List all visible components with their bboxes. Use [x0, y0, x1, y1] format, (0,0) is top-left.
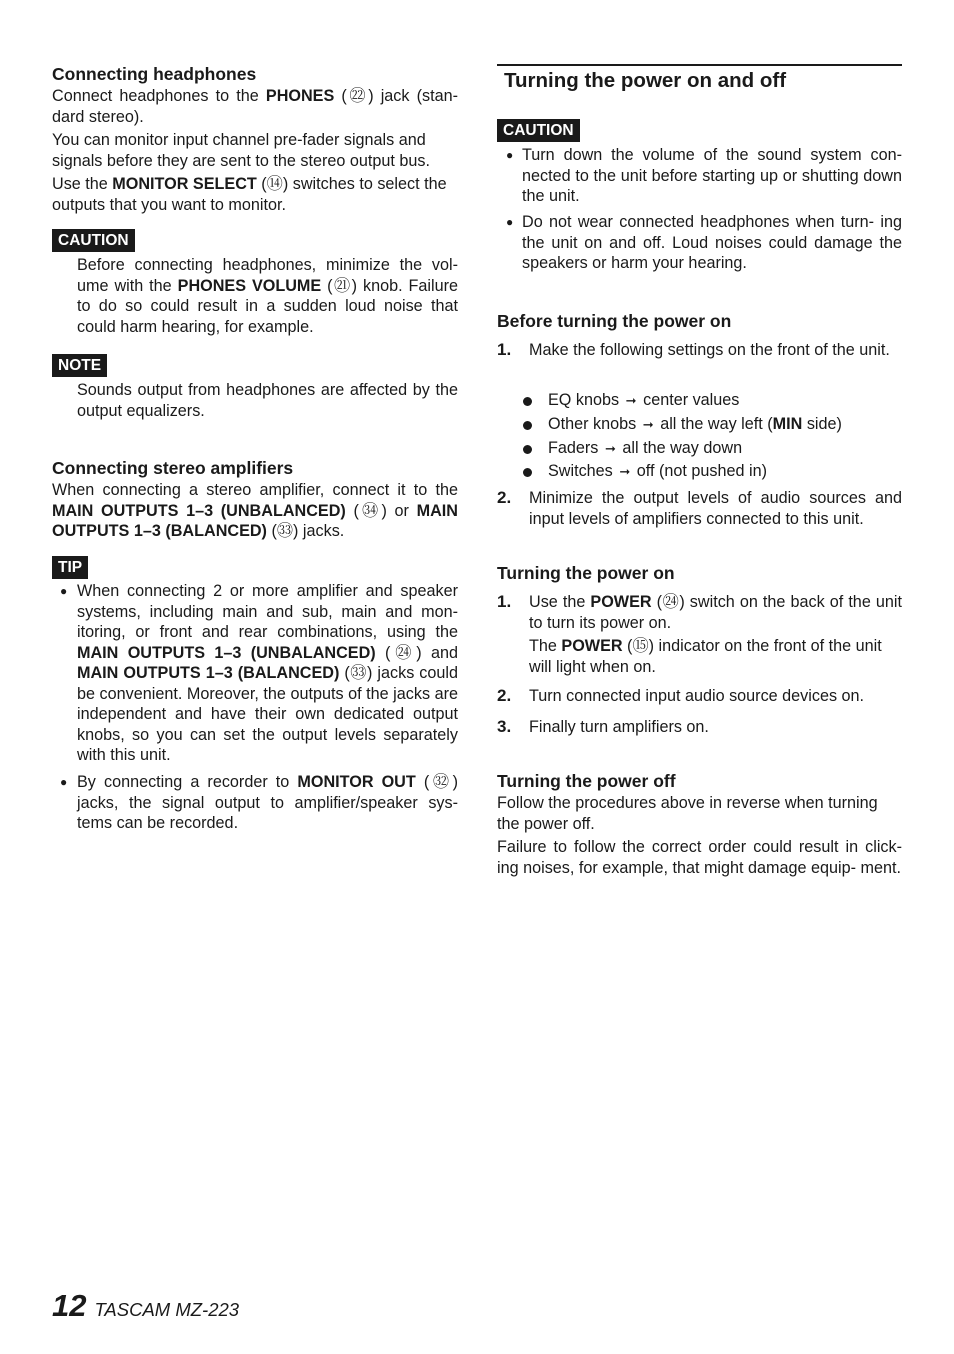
- bullet-dot: ●: [60, 584, 68, 598]
- setting-value: center values: [643, 391, 740, 409]
- power-on-step-3: Finally turn amplifiers on.: [529, 718, 709, 736]
- step-number: 3.: [497, 717, 512, 736]
- bold-term-main-outputs-balanced: MAIN OUTPUTS 1–3 (BALANCED): [52, 501, 458, 540]
- step-number: 2.: [497, 488, 512, 507]
- text-run: When connecting 2 or more amplifier and speaker systems, including main and sub, main and mon- itoring, or front and rear combinations, using the: [77, 582, 458, 641]
- bullet-dot: ●: [506, 215, 514, 229]
- headphones-paragraph-3: [52, 174, 458, 215]
- bullet-dot: [523, 468, 532, 477]
- before-step-2: Minimize the output levels of audio sources and input levels of amplifiers connected to this unit.: [529, 489, 902, 528]
- power-off-paragraph-1: Follow the procedures above in reverse when turning the power off.: [497, 794, 878, 833]
- bullet-dot: [523, 445, 532, 454]
- text-run: (⑮) indicator on the front of the unit will light when on.: [529, 637, 882, 676]
- headphones-paragraph-2: You can monitor input channel pre-fader signals and signals before they are sent to the stereo output bus.: [52, 131, 430, 170]
- setting-faders: [548, 438, 742, 460]
- setting-value: off (not pushed in): [636, 462, 767, 480]
- power-off-paragraph-2: Failure to follow the correct order could result in click- ing noises, for example, that might damage equip- ment.: [497, 838, 902, 877]
- amplifiers-paragraph-1: [52, 480, 458, 542]
- text-run: (㉝) jacks could be convenient. Moreover, the outputs of the jacks are independent and have their own dedicated output knobs, so you can set the output levels separately with this unit.: [77, 664, 459, 764]
- arrow-right-icon: ➞: [619, 464, 631, 479]
- bold-term-main-outputs-unbalanced: MAIN OUTPUTS 1–3 (UNBALANCED): [77, 643, 376, 662]
- note-badge: NOTE: [52, 354, 107, 377]
- tip-item-2: [77, 772, 458, 834]
- power-caution-item-1: Turn down the volume of the sound system con- nected to the unit before starting up or shutting down the unit.: [522, 146, 902, 205]
- section-title-connecting-stereo-amplifiers: Connecting stereo amplifiers: [52, 458, 294, 478]
- arrow-right-icon: ➞: [604, 441, 616, 456]
- bullet-dot: [523, 421, 532, 430]
- text-run: (㉞) or: [345, 501, 417, 520]
- setting-eq-knobs: [548, 390, 739, 412]
- text-run: Use the: [52, 175, 113, 193]
- arrow-right-icon: ➞: [625, 393, 637, 408]
- setting-item: EQ knobs: [548, 391, 620, 409]
- bold-term-main-outputs-balanced: MAIN OUTPUTS 1–3 (BALANCED): [77, 664, 340, 682]
- setting-value: all the way down: [622, 439, 743, 457]
- bold-term-power: POWER: [590, 593, 652, 611]
- text-run: (㉔) and: [375, 643, 458, 662]
- section-title-power-on-off: Turning the power on and off: [504, 69, 787, 92]
- page-number: 12: [52, 1288, 87, 1323]
- setting-other-knobs: [548, 414, 842, 436]
- text-run: (㉝) jacks.: [266, 522, 345, 540]
- bold-term-monitor-select: MONITOR SELECT: [112, 175, 257, 193]
- text-run: (㉔) switch on the back of the unit to turn its power on.: [529, 593, 902, 632]
- setting-item: Other knobs: [548, 415, 637, 433]
- text-run: (㉒) jack (stan- dard stereo).: [52, 87, 458, 126]
- text-run: By connecting a recorder to: [77, 773, 298, 791]
- power-on-step-2: Turn connected input audio source devices on.: [529, 687, 865, 705]
- text-run: Before connecting headphones, minimize the vol- ume with the: [77, 256, 458, 295]
- page-footer: [52, 1286, 239, 1326]
- text-run: Connect headphones to the: [52, 87, 266, 105]
- bold-term-monitor-out: MONITOR OUT: [297, 773, 416, 791]
- headphones-note-text: Sounds output from headphones are affected by the output equalizers.: [77, 381, 458, 420]
- arrow-right-icon: ➞: [642, 417, 654, 432]
- headphones-paragraph-1: [52, 86, 458, 127]
- text-run: When connecting a stereo amplifier, connect it to the: [52, 481, 458, 499]
- bullet-dot: ●: [506, 148, 514, 162]
- caution-badge: CAUTION: [52, 229, 135, 252]
- tip-item-1: [77, 581, 458, 766]
- headphones-caution-text: [77, 255, 458, 337]
- text-run: The: [529, 637, 562, 655]
- text-run: (⑭) switches to select the outputs that you want to monitor.: [52, 175, 447, 214]
- tip-badge: TIP: [52, 556, 88, 579]
- text-run: Use the: [529, 593, 591, 611]
- power-caution-item-2: Do not wear connected headphones when turn- ing the unit on and off. Loud noises could damage the speakers or harm your hearing.: [522, 213, 902, 272]
- section-title-power-off: Turning the power off: [497, 771, 676, 791]
- setting-item: Switches: [548, 462, 613, 480]
- step-number: 1.: [497, 340, 512, 359]
- bold-term-main-outputs-unbalanced: MAIN OUTPUTS 1–3 (UNBALANCED): [52, 501, 346, 520]
- setting-switches: [548, 461, 767, 483]
- text-run: (㉑) knob. Failure to do so could result in a sudden loud noise that could harm hearing, for example.: [77, 276, 458, 336]
- brand-model: TASCAM MZ-223: [94, 1299, 240, 1320]
- bullet-dot: ●: [60, 775, 68, 789]
- setting-value: side): [802, 415, 842, 433]
- bold-term-phones: PHONES: [265, 87, 335, 105]
- section-rule: [497, 64, 902, 66]
- caution-badge: CAUTION: [497, 119, 580, 142]
- section-title-before-power-on: Before turning the power on: [497, 311, 732, 331]
- section-title-power-on: Turning the power on: [497, 563, 675, 583]
- bold-term-phones-volume: PHONES VOLUME: [177, 276, 322, 295]
- section-title-connecting-headphones: Connecting headphones: [52, 64, 257, 84]
- power-on-step-1-note: [529, 636, 902, 677]
- bold-term-power: POWER: [561, 637, 623, 655]
- before-step-1: Make the following settings on the front of the unit.: [529, 341, 890, 359]
- bold-term-min: MIN: [772, 415, 803, 433]
- bullet-dot: [523, 397, 532, 406]
- setting-item: Faders: [548, 439, 599, 457]
- setting-value: all the way left (: [660, 415, 773, 433]
- step-number: 2.: [497, 686, 512, 705]
- text-run: (㉜) jacks, the signal output to amplifier/speaker sys- tems can be recorded.: [77, 773, 458, 832]
- step-number: 1.: [497, 592, 512, 611]
- power-on-step-1: [529, 592, 902, 633]
